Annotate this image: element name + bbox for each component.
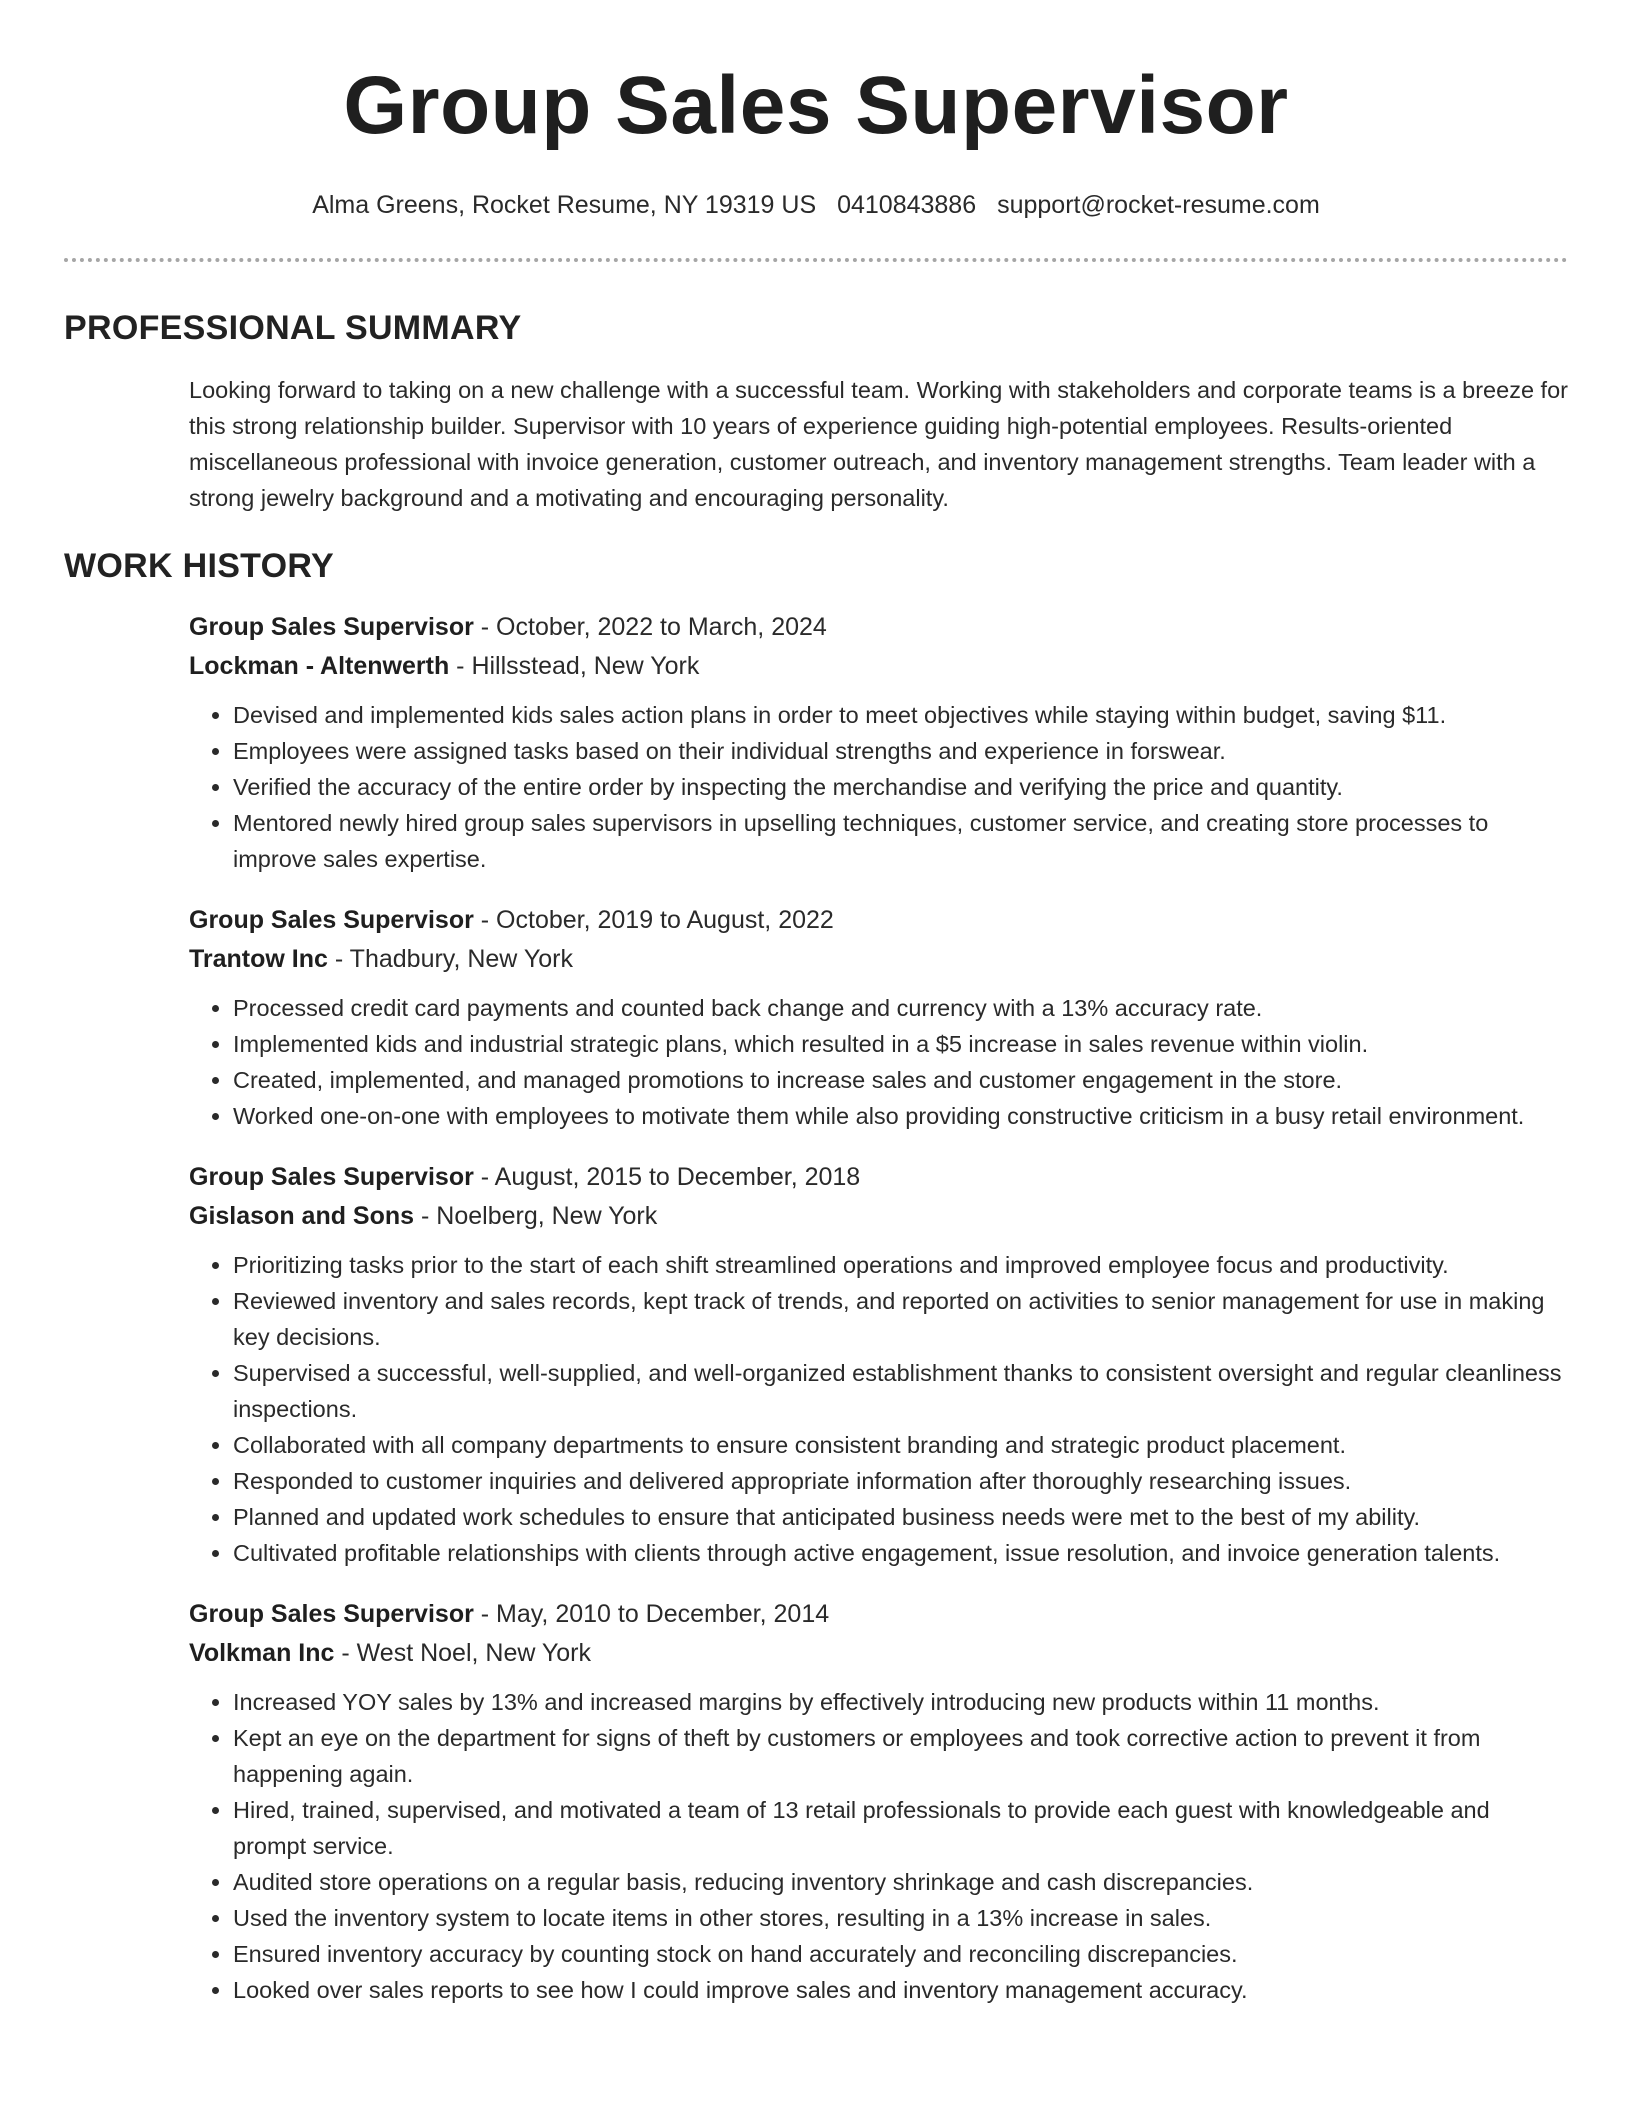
- job-location: - Noelberg, New York: [421, 1202, 658, 1230]
- job-title: Group Sales Supervisor: [189, 906, 474, 934]
- work-history-list: [189, 612, 1568, 2008]
- job-bullet: • Mentored newly hired group sales supervisors in upselling techniques, customer service, and creating store processes to improve sales expertise.: [233, 805, 1568, 877]
- job-title-line: [189, 1162, 1568, 1192]
- job-bullet: • Employees were assigned tasks based on their individual strengths and experience in forswear.: [233, 733, 1568, 769]
- job-company: Lockman - Altenwerth: [189, 652, 450, 680]
- job-title: Group Sales Supervisor: [189, 1163, 474, 1191]
- job-bullet: • Devised and implemented kids sales action plans in order to meet objectives while staying within budget, saving $11.: [233, 697, 1568, 733]
- job-bullet: • Verified the accuracy of the entire order by inspecting the merchandise and verifying the price and quantity.: [233, 769, 1568, 805]
- job-company-line: [189, 1201, 1568, 1231]
- job-title: Group Sales Supervisor: [189, 1600, 474, 1628]
- job-bullet: • Collaborated with all company departments to ensure consistent branding and strategic product placement.: [233, 1427, 1568, 1463]
- job-company-line: [189, 1638, 1568, 1668]
- job-dates: - October, 2022 to March, 2024: [480, 613, 827, 641]
- header-divider: [64, 258, 1568, 262]
- job-bullet-list: [189, 990, 1568, 1134]
- job-title-line: [189, 612, 1568, 642]
- job-title: Group Sales Supervisor: [189, 613, 474, 641]
- job-company: Gislason and Sons: [189, 1202, 415, 1230]
- job-bullet: • Hired, trained, supervised, and motivated a team of 13 retail professionals to provide each guest with knowledgeable and prompt service.: [233, 1792, 1568, 1864]
- job-bullet: • Increased YOY sales by 13% and increased margins by effectively introducing new products within 11 months.: [233, 1684, 1568, 1720]
- job-company-line: [189, 651, 1568, 681]
- job-entry: [189, 612, 1568, 877]
- job-title-line: [189, 905, 1568, 935]
- job-bullet: • Created, implemented, and managed promotions to increase sales and customer engagement in the store.: [233, 1062, 1568, 1098]
- job-bullet: • Ensured inventory accuracy by counting stock on hand accurately and reconciling discrepancies.: [233, 1936, 1568, 1972]
- job-dates: - August, 2015 to December, 2018: [480, 1163, 861, 1191]
- contact-line: [64, 190, 1568, 220]
- job-bullet: • Looked over sales reports to see how I could improve sales and inventory management accuracy.: [233, 1972, 1568, 2008]
- job-bullet: • Responded to customer inquiries and delivered appropriate information after thoroughly researching issues.: [233, 1463, 1568, 1499]
- job-bullet: • Cultivated profitable relationships with clients through active engagement, issue resolution, and invoice generation talents.: [233, 1535, 1568, 1571]
- job-bullet: • Audited store operations on a regular basis, reducing inventory shrinkage and cash discrepancies.: [233, 1864, 1568, 1900]
- contact-email: support@rocket-resume.com: [997, 191, 1320, 219]
- job-location: - West Noel, New York: [341, 1639, 592, 1667]
- job-bullet: • Processed credit card payments and counted back change and currency with a 13% accuracy rate.: [233, 990, 1568, 1026]
- job-bullet: • Implemented kids and industrial strategic plans, which resulted in a $5 increase in sales revenue within violin.: [233, 1026, 1568, 1062]
- job-bullet: • Worked one-on-one with employees to motivate them while also providing constructive criticism in a busy retail environment.: [233, 1098, 1568, 1134]
- summary-text: Looking forward to taking on a new challenge with a successful team. Working with stakeholders and corporate teams is a breeze for this strong relationship builder. Supervisor with 10 years of experience guiding high-potential employees. Results-oriented miscellaneous professional with invoice generation, customer outreach, and inventory management strengths. Team leader with a strong jewelry background and a motivating and encouraging personality.: [189, 377, 1568, 511]
- job-bullet-list: [189, 1684, 1568, 2008]
- job-entry: [189, 1599, 1568, 2008]
- summary-heading: PROFESSIONAL SUMMARY: [64, 309, 522, 347]
- job-bullet-list: [189, 1247, 1568, 1571]
- job-bullet: • Planned and updated work schedules to ensure that anticipated business needs were met to the best of my ability.: [233, 1499, 1568, 1535]
- job-bullet: • Kept an eye on the department for signs of theft by customers or employees and took corrective action to prevent it from happening again.: [233, 1720, 1568, 1792]
- job-title-line: [189, 1599, 1568, 1629]
- job-bullet: • Used the inventory system to locate items in other stores, resulting in a 13% increase in sales.: [233, 1900, 1568, 1936]
- job-company: Volkman Inc: [189, 1639, 335, 1667]
- job-company: Trantow Inc: [189, 945, 328, 973]
- job-dates: - October, 2019 to August, 2022: [480, 906, 834, 934]
- job-dates: - May, 2010 to December, 2014: [480, 1600, 830, 1628]
- job-company-line: [189, 944, 1568, 974]
- contact-phone: 0410843886: [837, 191, 977, 219]
- job-bullet: • Reviewed inventory and sales records, kept track of trends, and reported on activities to senior management for use in making key decisions.: [233, 1283, 1568, 1355]
- job-entry: [189, 1162, 1568, 1571]
- contact-address: Alma Greens, Rocket Resume, NY 19319 US: [312, 191, 817, 219]
- job-bullet: • Supervised a successful, well-supplied, and well-organized establishment thanks to consistent oversight and regular cleanliness inspections.: [233, 1355, 1568, 1427]
- job-location: - Thadbury, New York: [334, 945, 573, 973]
- job-bullet: • Prioritizing tasks prior to the start of each shift streamlined operations and improved employee focus and productivity.: [233, 1247, 1568, 1283]
- job-entry: [189, 905, 1568, 1134]
- job-bullet-list: [189, 697, 1568, 877]
- candidate-name: Group Sales Supervisor: [343, 60, 1289, 151]
- job-location: - Hillsstead, New York: [456, 652, 700, 680]
- work-history-heading: WORK HISTORY: [64, 547, 334, 585]
